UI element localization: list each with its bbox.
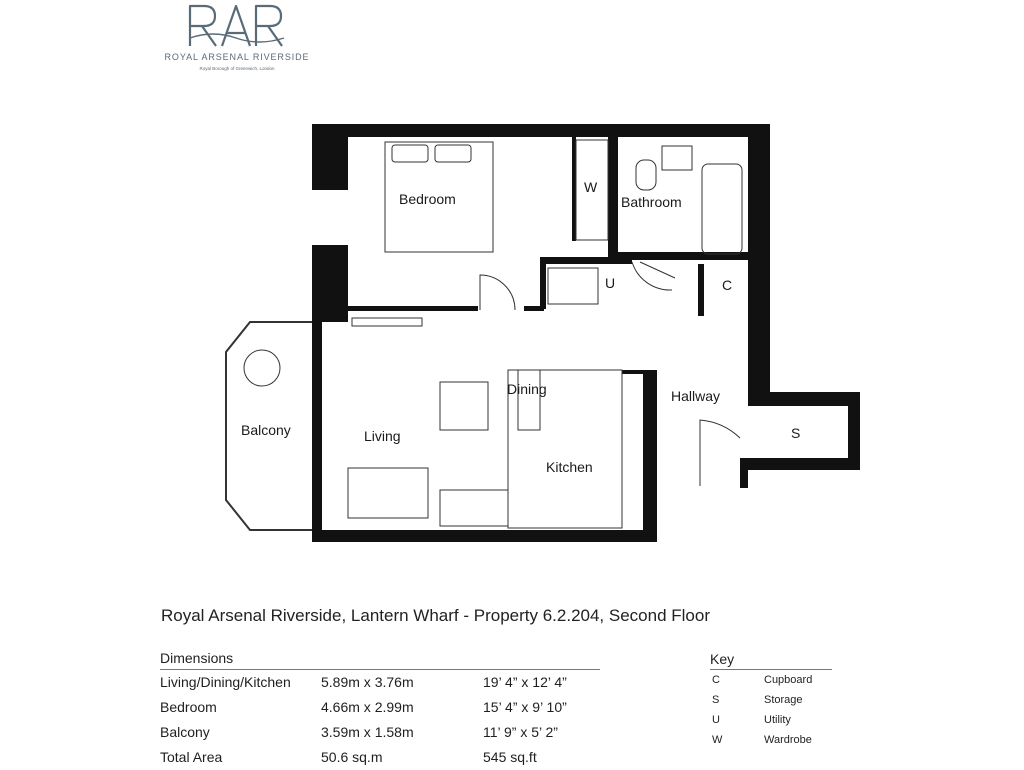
wall-left-upper <box>312 124 348 190</box>
label-hallway: Hallway <box>671 388 721 404</box>
list-item <box>710 710 832 730</box>
dim-imperial: 19’ 4” x 12’ 4” <box>483 674 567 690</box>
dim-metric: 5.89m x 3.76m <box>321 674 414 690</box>
key-code: C <box>712 674 720 686</box>
key-heading: Key <box>710 651 832 670</box>
key-label: Cupboard <box>764 674 813 686</box>
dim-room: Balcony <box>160 724 210 740</box>
label-bathroom: Bathroom <box>621 194 682 210</box>
bathtub <box>702 164 742 254</box>
wall-left-lower <box>312 322 322 542</box>
table-row <box>160 670 600 695</box>
door-bedroom <box>480 275 515 310</box>
wall-kitchen-counter <box>622 370 657 374</box>
shelf <box>352 318 422 326</box>
label-kitchen: Kitchen <box>546 459 593 475</box>
label-cupboard: C <box>722 277 733 293</box>
dim-imperial: 15’ 4” x 9’ 10” <box>483 699 567 715</box>
logo-subtitle: Royal Borough of Greenwich, London <box>199 66 275 71</box>
key-code: U <box>712 714 720 726</box>
dim-imperial: 545 sq.ft <box>483 749 537 765</box>
wall-top <box>312 124 770 137</box>
door-bathroom <box>632 262 675 290</box>
dining-table <box>518 370 540 430</box>
toilet <box>636 160 656 190</box>
dim-metric: 4.66m x 2.99m <box>321 699 414 715</box>
wall-utility-side <box>540 257 546 309</box>
dim-room: Living/Dining/Kitchen <box>160 674 291 690</box>
wall-bottom <box>312 530 657 542</box>
basin <box>662 146 692 170</box>
key-label: Wardrobe <box>764 734 812 746</box>
label-balcony: Balcony <box>241 422 291 438</box>
key-label: Storage <box>764 694 803 706</box>
wall-right-upper <box>748 124 770 396</box>
desk <box>440 490 508 526</box>
key-legend <box>710 651 832 750</box>
table-row <box>160 745 600 770</box>
wall-hall-bottom <box>740 458 748 488</box>
wall-bath-bottom <box>618 252 750 260</box>
label-bedroom: Bedroom <box>399 191 456 207</box>
label-storage: S <box>791 425 801 441</box>
dimensions-heading: Dimensions <box>160 650 600 670</box>
key-code: W <box>712 734 723 746</box>
wall-bedroom-bath <box>608 137 618 257</box>
coffee-table <box>440 382 488 430</box>
wall-left-mid <box>312 245 348 322</box>
property-caption: Royal Arsenal Riverside, Lantern Wharf - Property 6.2.204, Second Floor <box>161 606 710 625</box>
wall-kitchen-right <box>643 372 657 542</box>
label-dining: Dining <box>507 381 547 397</box>
room-labels <box>241 179 800 475</box>
label-utility: U <box>605 275 616 291</box>
utility-unit <box>548 268 598 304</box>
wall-wardrobe-left <box>572 137 576 241</box>
table-row <box>160 695 600 720</box>
dimensions-table <box>160 650 600 770</box>
sofa <box>348 468 428 518</box>
pillow-right <box>435 145 471 162</box>
label-wardrobe: W <box>584 179 598 195</box>
list-item <box>710 670 832 690</box>
wall-storage-top <box>748 392 860 406</box>
logo-title: ROYAL ARSENAL RIVERSIDE <box>164 52 310 62</box>
door-hallway <box>700 420 740 486</box>
wall-storage-bottom <box>740 458 860 470</box>
dim-metric: 50.6 sq.m <box>321 749 383 765</box>
list-item <box>710 690 832 710</box>
wall-cupboard-left <box>698 264 704 316</box>
key-code: S <box>712 694 720 706</box>
table-row <box>160 720 600 745</box>
key-label: Utility <box>764 714 791 726</box>
dim-imperial: 11’ 9” x 5’ 2” <box>483 724 558 740</box>
pillow-left <box>392 145 428 162</box>
dim-room: Total Area <box>160 749 223 765</box>
balcony-table <box>244 350 280 386</box>
wall-bed-bottom-left <box>348 306 478 311</box>
list-item <box>710 730 832 750</box>
label-living: Living <box>364 428 401 444</box>
dim-metric: 3.59m x 1.58m <box>321 724 414 740</box>
dim-room: Bedroom <box>160 699 217 715</box>
